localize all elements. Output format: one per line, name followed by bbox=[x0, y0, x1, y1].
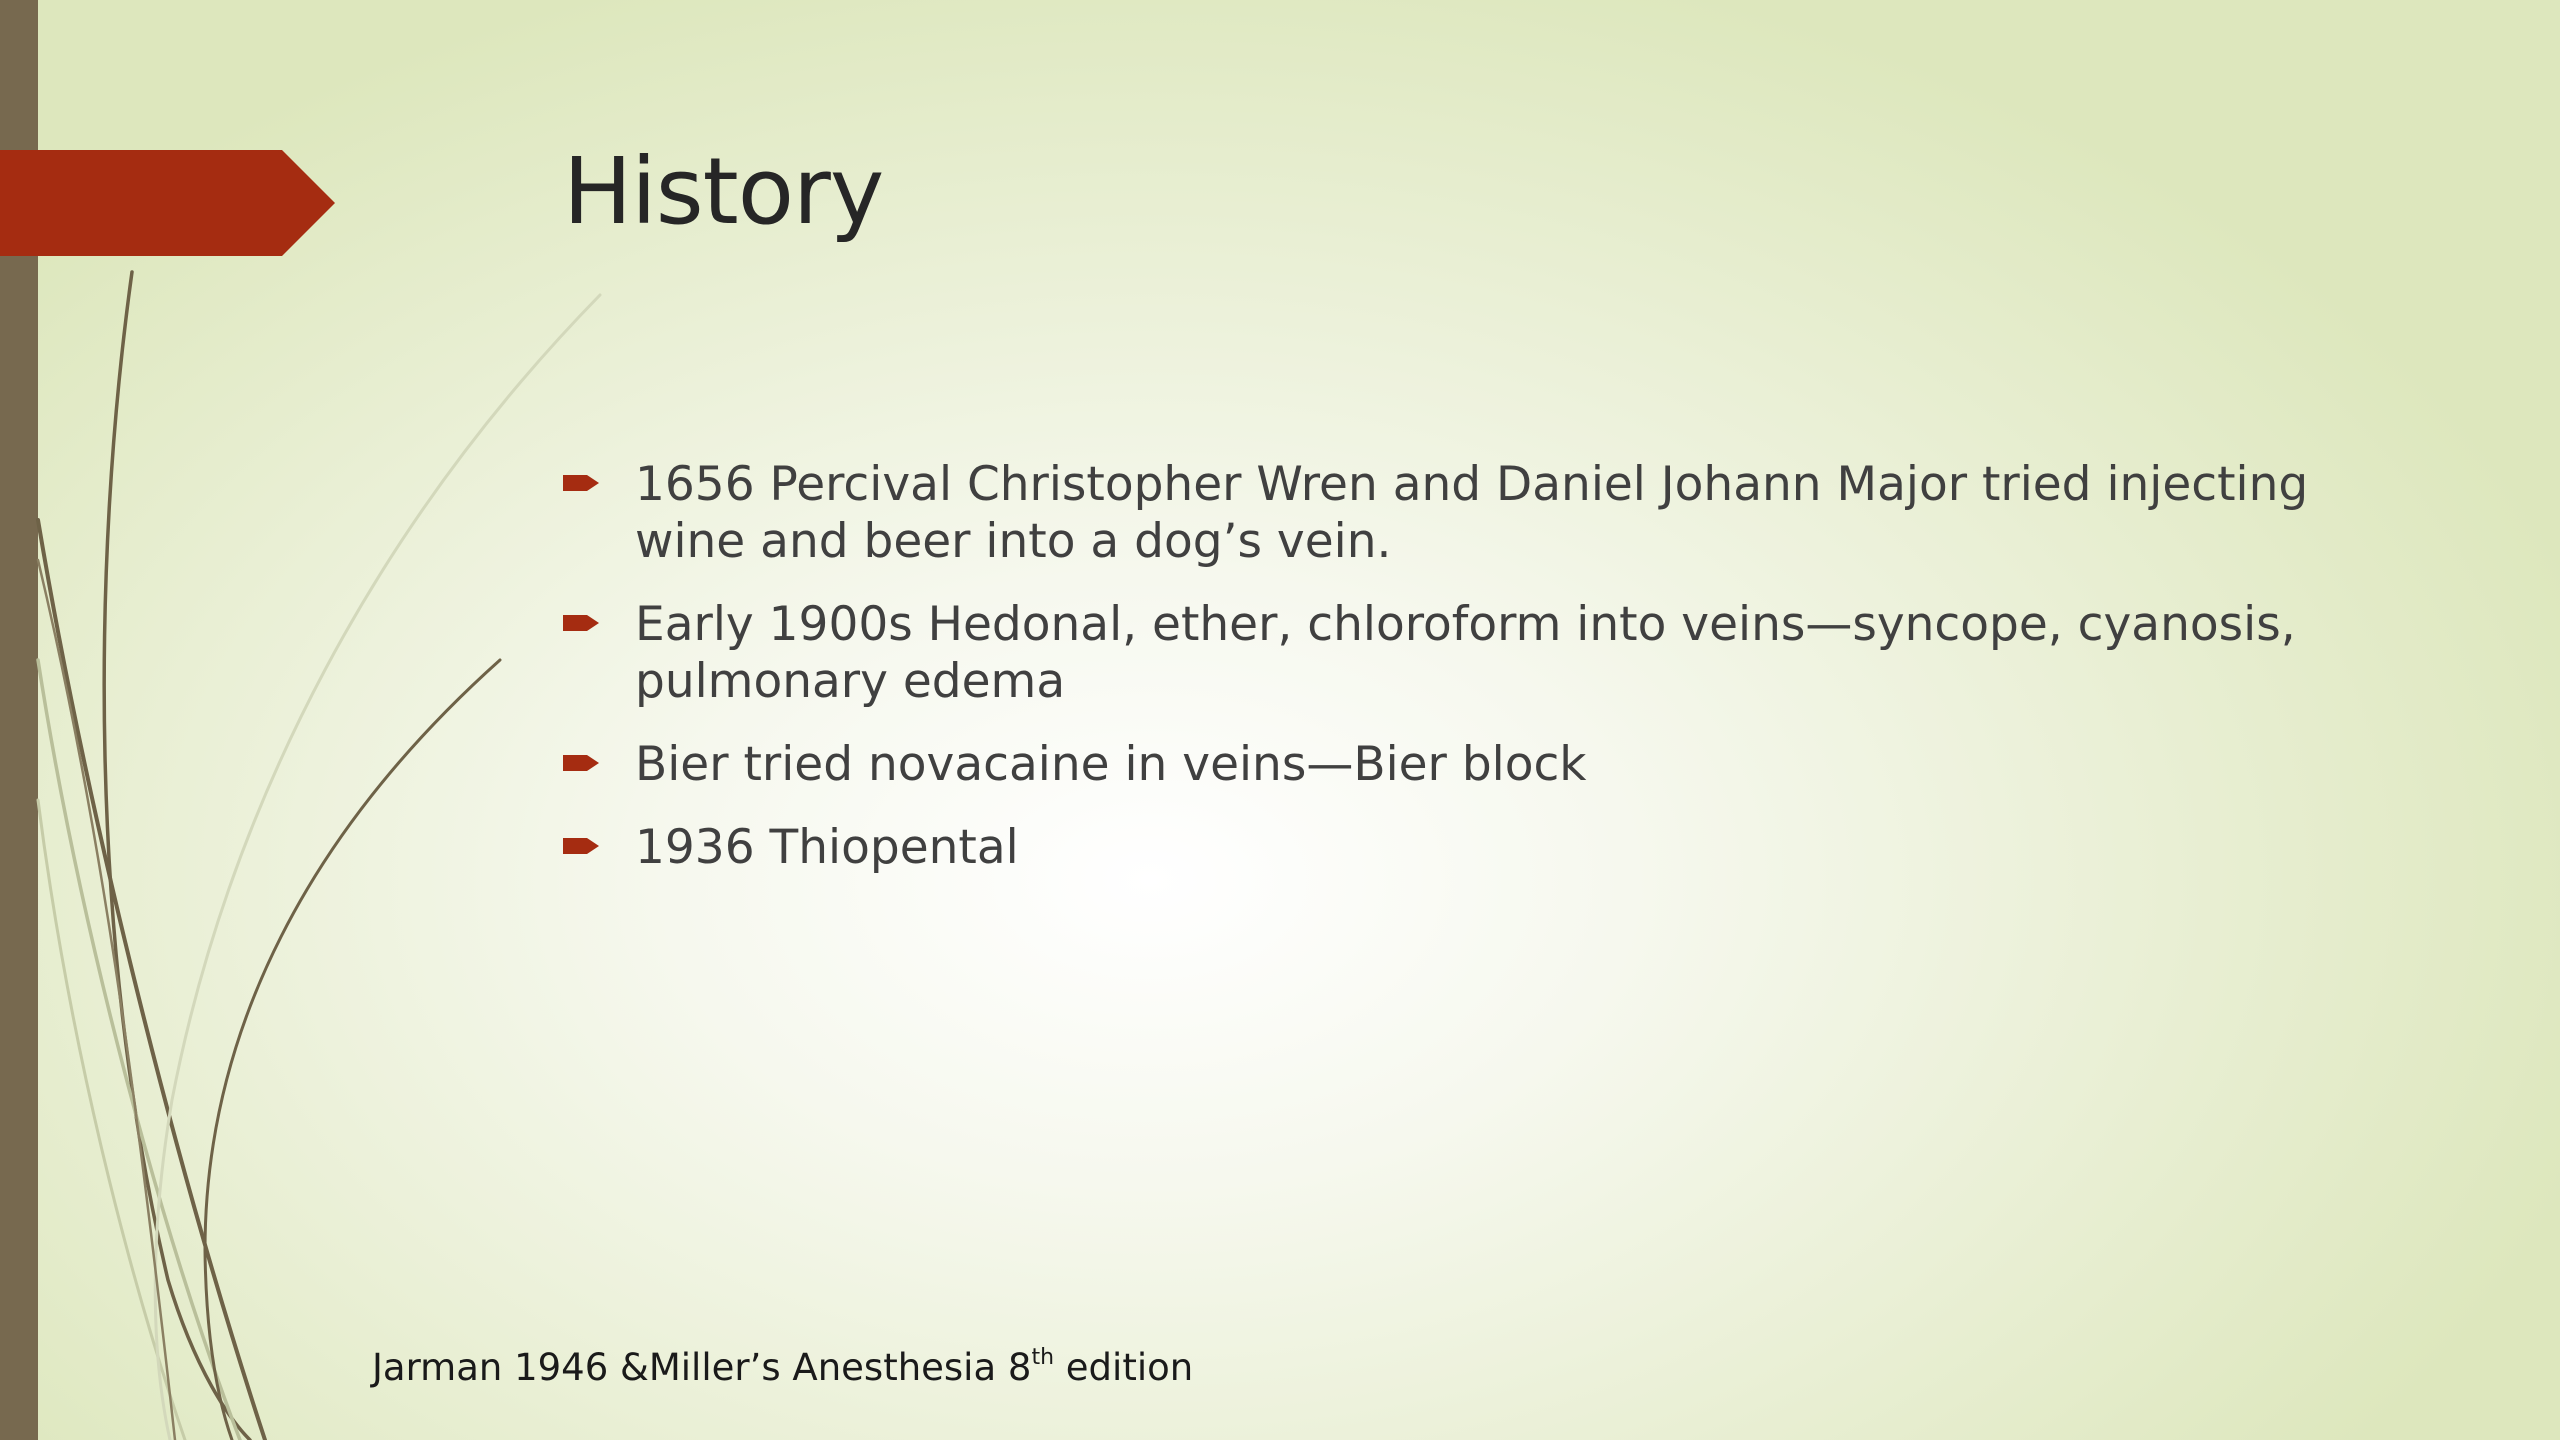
bullet-text: 1936 Thiopental bbox=[635, 820, 1019, 875]
list-item bbox=[563, 596, 2363, 710]
list-item bbox=[563, 456, 2363, 570]
bullet-text: Early 1900s Hedonal, ether, chloroform into veins—syncope, cyanosis, pulmonary edema bbox=[635, 597, 2296, 709]
list-item bbox=[563, 819, 2363, 876]
arrow-bullet-icon bbox=[563, 612, 599, 634]
bullet-text: Bier tried novacaine in veins—Bier block bbox=[635, 737, 1587, 792]
list-item bbox=[563, 736, 2363, 793]
arrow-bullet-icon bbox=[563, 752, 599, 774]
citation-suffix: edition bbox=[1054, 1346, 1194, 1389]
arrow-pentagon-icon bbox=[0, 150, 335, 256]
bullet-text: 1656 Percival Christopher Wren and Daniel Johann Major tried injecting wine and beer into a dog’s vein. bbox=[635, 457, 2309, 569]
bullet-list bbox=[563, 456, 2363, 902]
citation-superscript: th bbox=[1031, 1345, 1055, 1370]
slide-title: History bbox=[563, 138, 884, 245]
arrow-bullet-icon bbox=[563, 835, 599, 857]
arrow-bullet-icon bbox=[563, 472, 599, 494]
citation bbox=[372, 1346, 1193, 1389]
citation-prefix: Jarman 1946 &Miller’s Anesthesia 8 bbox=[372, 1346, 1032, 1389]
